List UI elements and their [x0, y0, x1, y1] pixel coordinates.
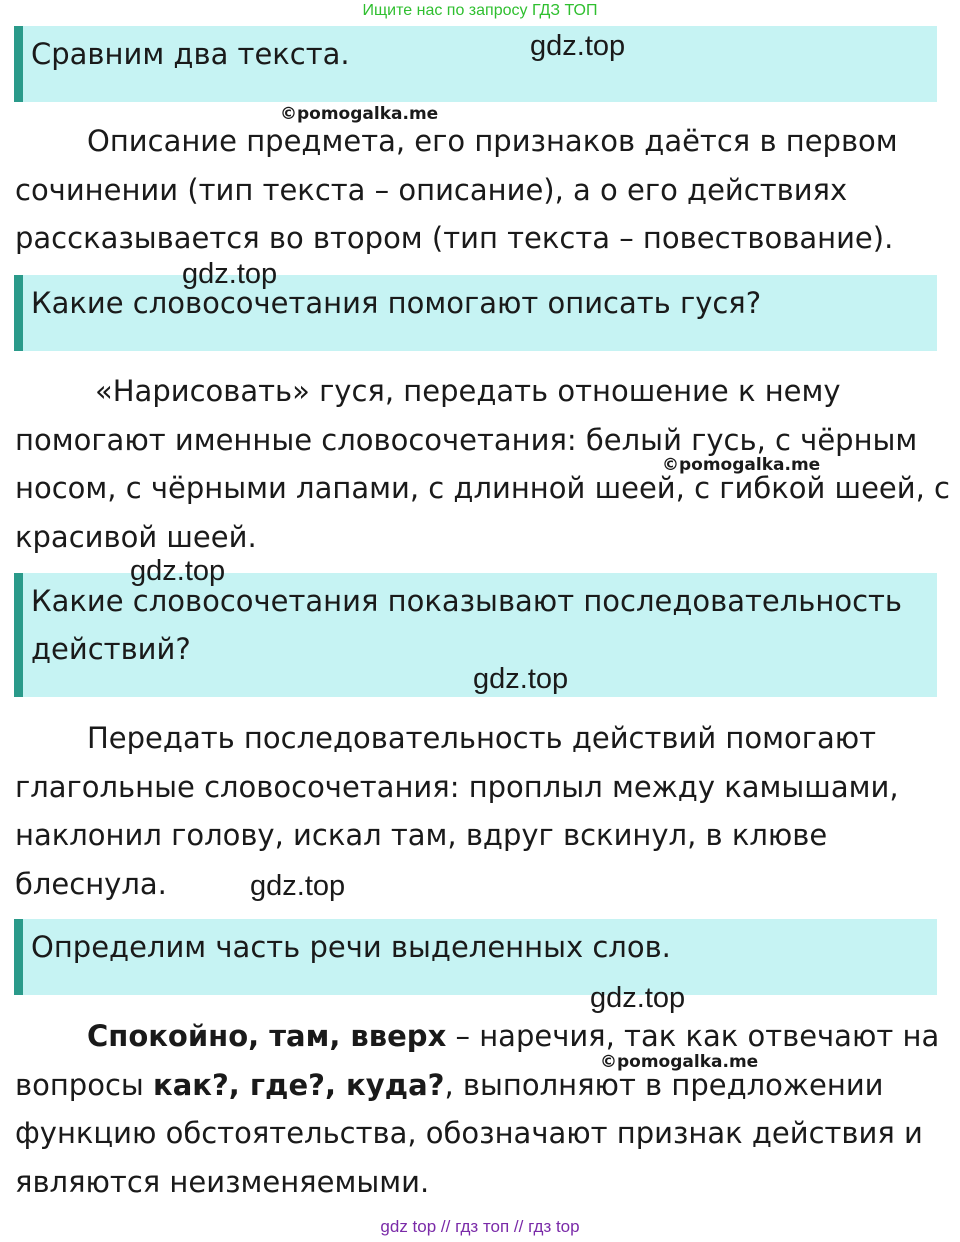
watermark-pomogalka: ©pomogalka.me — [280, 104, 439, 124]
answer-paragraph-3 — [15, 714, 960, 908]
answer-text-1: Описание предмета, его признаков даётся в первом сочинении (тип текста – описание), а о его действиях рассказывается во втором (тип текста – повествование). — [15, 124, 898, 255]
answer-text-4b: , выполняют в предложении функцию обстоятельства, обозначают признак действия и являются неизменяемыми. — [15, 1067, 923, 1199]
answer-text-2: «Нарисовать» гуся, передать отношение к нему помогают именные словосочетания: белый гусь, с чёрным носом, с чёрными лапами, с длинной шеей, с гибкой шеей, с красивой шеей. — [15, 374, 950, 554]
footer-links: gdz top // гдз топ // гдз top — [380, 1217, 580, 1236]
question-box-2 — [14, 275, 937, 351]
answer-paragraph-4 — [15, 1012, 960, 1206]
question-box-1 — [14, 26, 937, 102]
question-text-3: Какие словосочетания показывают последовательность действий? — [31, 584, 903, 666]
question-text-2: Какие словосочетания помогают описать гуся? — [31, 286, 762, 320]
question-text-1: Сравним два текста. — [31, 37, 350, 71]
answer-paragraph-1 — [15, 117, 960, 263]
question-text-4: Определим часть речи выделенных слов. — [31, 930, 671, 964]
answer-bold-questions: как?, где?, куда? — [153, 1067, 445, 1102]
watermark-gdz: gdz.top — [473, 663, 569, 695]
watermark-gdz: gdz.top — [130, 555, 226, 587]
watermark-pomogalka: ©pomogalka.me — [600, 1052, 759, 1072]
watermark-gdz: gdz.top — [530, 30, 626, 62]
answer-text-4a: – наречия, так как отвечают на вопросы — [15, 1019, 940, 1102]
watermark-pomogalka: ©pomogalka.me — [662, 455, 821, 475]
top-banner: Ищите нас по запросу ГДЗ ТОП — [362, 2, 598, 19]
watermark-gdz: gdz.top — [250, 870, 346, 902]
question-box-4 — [14, 919, 937, 995]
answer-bold-words: Спокойно, там, вверх — [87, 1019, 447, 1053]
watermark-gdz: gdz.top — [590, 982, 686, 1014]
answer-text-3: Передать последовательность действий помогают глагольные словосочетания: проплыл между камышами, наклонил голову, искал там, вдруг вскинул, в клюве блеснула. — [15, 721, 899, 901]
watermark-gdz: gdz.top — [182, 258, 278, 290]
